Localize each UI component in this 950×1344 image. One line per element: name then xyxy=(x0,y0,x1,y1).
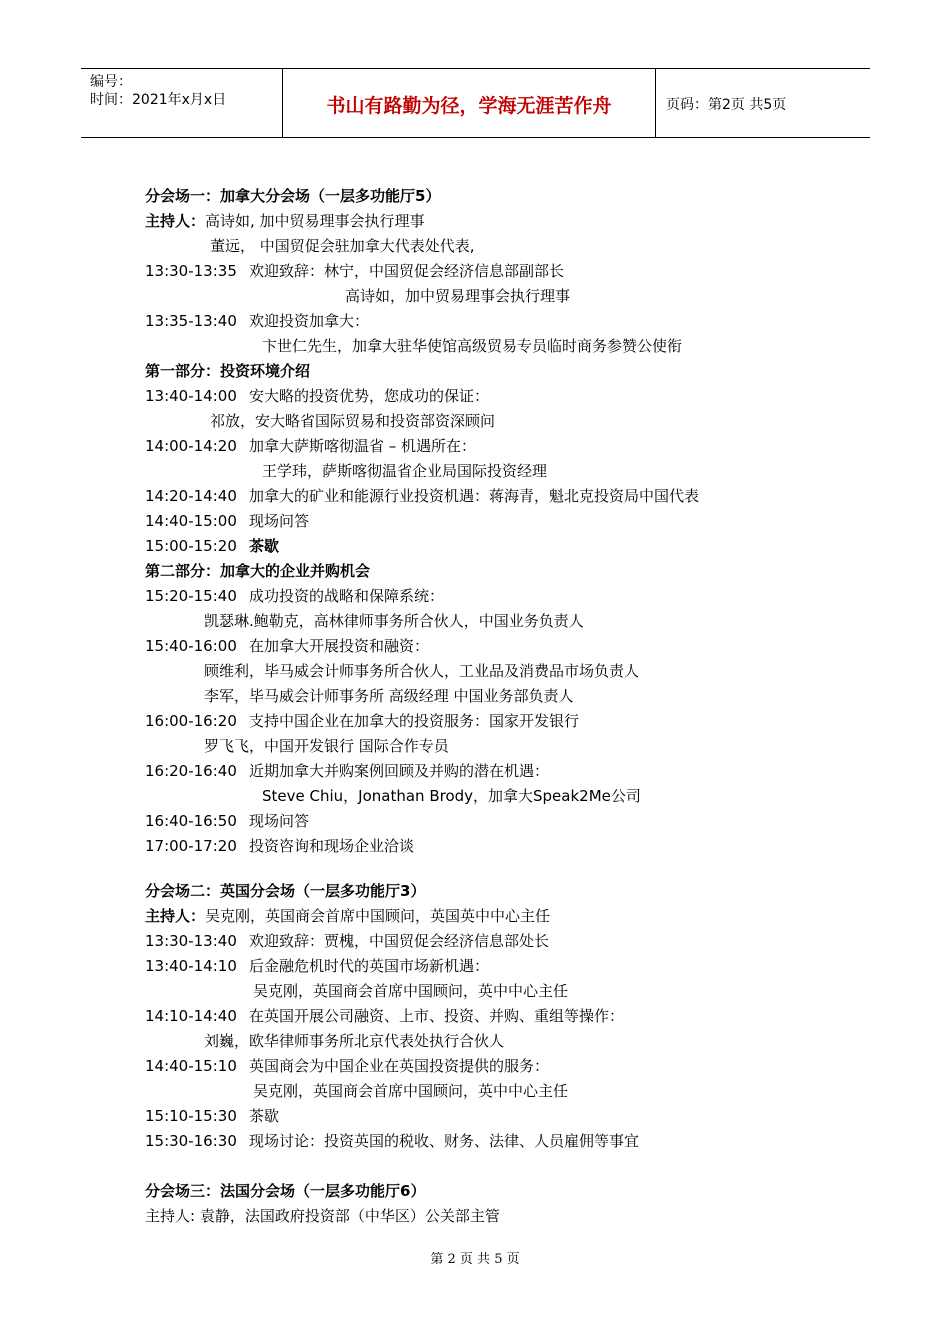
time-slot: 13:40-14:10 xyxy=(145,957,237,975)
line-text: 刘巍，欧华律师事务所北京代表处执行合伙人 xyxy=(204,1032,505,1050)
agenda-line xyxy=(145,811,309,831)
time-slot: 13:35-13:40 xyxy=(145,312,237,330)
agenda-line xyxy=(145,1131,639,1151)
header-motto-cell xyxy=(283,69,656,137)
time-slot: 17:00-17:20 xyxy=(145,837,237,855)
text-line xyxy=(262,786,641,806)
agenda-line xyxy=(145,586,444,606)
agenda-line xyxy=(145,761,549,781)
text-line xyxy=(204,661,639,681)
line-text: 罗飞飞，中国开发银行 国际合作专员 xyxy=(204,737,449,755)
line-text: Steve Chiu，Jonathan Brody，加拿大Speak2Me公司 xyxy=(262,787,641,805)
line-text: 加拿大的矿业和能源行业投资机遇：蒋海青，魁北克投资局中国代表 xyxy=(249,487,700,505)
text-line xyxy=(145,906,550,926)
text-line xyxy=(145,561,370,581)
text-line xyxy=(262,336,682,356)
date-label: 时间：2021年x月x日 xyxy=(90,92,227,108)
line-text: 主持人：吴克刚，英国商会首席中国顾问，英国英中中心主任 xyxy=(145,907,551,925)
line-text: 第一部分：投资环境介绍 xyxy=(145,362,311,380)
time-slot: 13:40-14:00 xyxy=(145,387,237,405)
line-text: 近期加拿大并购案例回顾及并购的潜在机遇： xyxy=(249,762,550,780)
time-slot: 16:00-16:20 xyxy=(145,712,237,730)
line-text: 在加拿大开展投资和融资： xyxy=(249,637,430,655)
time-slot: 15:20-15:40 xyxy=(145,587,237,605)
line-text: 后金融危机时代的英国市场新机遇： xyxy=(249,957,490,975)
line-text: 王学玮，萨斯喀彻温省企业局国际投资经理 xyxy=(262,462,548,480)
line-text: 加拿大萨斯喀彻温省 – 机遇所在： xyxy=(249,437,477,455)
time-slot: 14:20-14:40 xyxy=(145,487,237,505)
line-text: 欢迎致辞：贾槐，中国贸促会经济信息部处长 xyxy=(249,932,550,950)
text-line xyxy=(262,461,547,481)
page-header xyxy=(81,68,870,138)
time-slot: 13:30-13:40 xyxy=(145,932,237,950)
line-text: 成功投资的战略和保障系统： xyxy=(249,587,445,605)
time-slot: 14:40-15:10 xyxy=(145,1057,237,1075)
line-text: 李军，毕马威会计师事务所 高级经理 中国业务部负责人 xyxy=(204,687,574,705)
text-line xyxy=(204,686,574,706)
text-line xyxy=(145,881,425,901)
text-line xyxy=(204,1031,504,1051)
agenda-line xyxy=(145,386,489,406)
text-line xyxy=(145,186,440,206)
line-text: 主持人：高诗如, 加中贸易理事会执行理事 xyxy=(145,212,425,230)
text-line xyxy=(204,611,584,631)
page-info: 页码：第2页 共5页 xyxy=(666,97,787,113)
page-footer: 第 2 页 共 5 页 xyxy=(430,1252,520,1267)
time-slot: 14:10-14:40 xyxy=(145,1007,237,1025)
time-slot: 13:30-13:35 xyxy=(145,262,237,280)
line-text: 茶歇 xyxy=(249,537,280,555)
header-meta-cell xyxy=(81,69,283,137)
agenda-line xyxy=(145,956,489,976)
agenda-line xyxy=(145,436,476,456)
line-text: 董远， 中国贸促会驻加拿大代表处代表, xyxy=(210,237,475,255)
line-text: 在英国开展公司融资、上市、投资、并购、重组等操作： xyxy=(249,1007,625,1025)
line-text: 祁放，安大略省国际贸易和投资部资深顾问 xyxy=(210,412,496,430)
line-text: 第二部分：加拿大的企业并购机会 xyxy=(145,562,371,580)
time-slot: 16:20-16:40 xyxy=(145,762,237,780)
line-text: 顾维利，毕马威会计师事务所合伙人，工业品及消费品市场负责人 xyxy=(204,662,640,680)
text-line xyxy=(210,236,475,256)
serial-label: 编号： xyxy=(90,74,132,90)
text-line xyxy=(345,286,570,306)
line-text: 吴克刚，英国商会首席中国顾问，英中中心主任 xyxy=(253,982,569,1000)
line-text: 分会场三：法国分会场（一层多功能厅6） xyxy=(145,1182,426,1200)
agenda-line xyxy=(145,836,414,856)
line-text: 安大略的投资优势，您成功的保证： xyxy=(249,387,490,405)
line-text: 凯瑟琳.鲍勒克，高林律师事务所合伙人，中国业务负责人 xyxy=(204,612,584,630)
agenda-line xyxy=(145,486,699,506)
line-text: 现场问答 xyxy=(249,812,310,830)
line-text: 分会场一：加拿大分会场（一层多功能厅5） xyxy=(145,187,441,205)
line-text: 欢迎致辞：林宁，中国贸促会经济信息部副部长 xyxy=(249,262,565,280)
motto: 书山有路勤为径，学海无涯苦作舟 xyxy=(326,95,612,117)
line-text: 茶歇 xyxy=(249,1107,280,1125)
time-slot: 15:10-15:30 xyxy=(145,1107,237,1125)
agenda-line xyxy=(145,636,429,656)
agenda-line xyxy=(145,311,369,331)
agenda-line xyxy=(145,1106,279,1126)
line-text: 主持人: 袁静，法国政府投资部（中华区）公关部主管 xyxy=(145,1207,500,1225)
line-text: 投资咨询和现场企业洽谈 xyxy=(249,837,415,855)
agenda-line xyxy=(145,511,309,531)
time-slot: 14:40-15:00 xyxy=(145,512,237,530)
text-line xyxy=(253,981,568,1001)
time-slot: 15:40-16:00 xyxy=(145,637,237,655)
agenda-line xyxy=(145,261,564,281)
text-line xyxy=(145,1181,425,1201)
line-text: 高诗如，加中贸易理事会执行理事 xyxy=(345,287,571,305)
line-text: 欢迎投资加拿大： xyxy=(249,312,370,330)
time-slot: 15:00-15:20 xyxy=(145,537,237,555)
agenda-line xyxy=(145,931,549,951)
text-line xyxy=(145,1206,500,1226)
time-slot: 14:00-14:20 xyxy=(145,437,237,455)
header-page-cell xyxy=(656,69,870,137)
agenda-line xyxy=(145,711,579,731)
agenda-line xyxy=(145,1006,624,1026)
agenda-line xyxy=(145,536,279,556)
line-text: 英国商会为中国企业在英国投资提供的服务： xyxy=(249,1057,550,1075)
text-line xyxy=(145,211,425,231)
line-text: 卞世仁先生，加拿大驻华使馆高级贸易专员临时商务参赞公使衔 xyxy=(262,337,683,355)
time-slot: 15:30-16:30 xyxy=(145,1132,237,1150)
line-text: 分会场二：英国分会场（一层多功能厅3） xyxy=(145,882,426,900)
line-text: 吴克刚，英国商会首席中国顾问，英中中心主任 xyxy=(253,1082,569,1100)
text-line xyxy=(204,736,449,756)
line-text: 现场问答 xyxy=(249,512,310,530)
line-text: 现场讨论：投资英国的税收、财务、法律、人员雇佣等事宜 xyxy=(249,1132,640,1150)
time-slot: 16:40-16:50 xyxy=(145,812,237,830)
agenda-line xyxy=(145,1056,549,1076)
line-text: 支持中国企业在加拿大的投资服务：国家开发银行 xyxy=(249,712,580,730)
text-line xyxy=(145,361,310,381)
text-line xyxy=(253,1081,568,1101)
text-line xyxy=(210,411,495,431)
